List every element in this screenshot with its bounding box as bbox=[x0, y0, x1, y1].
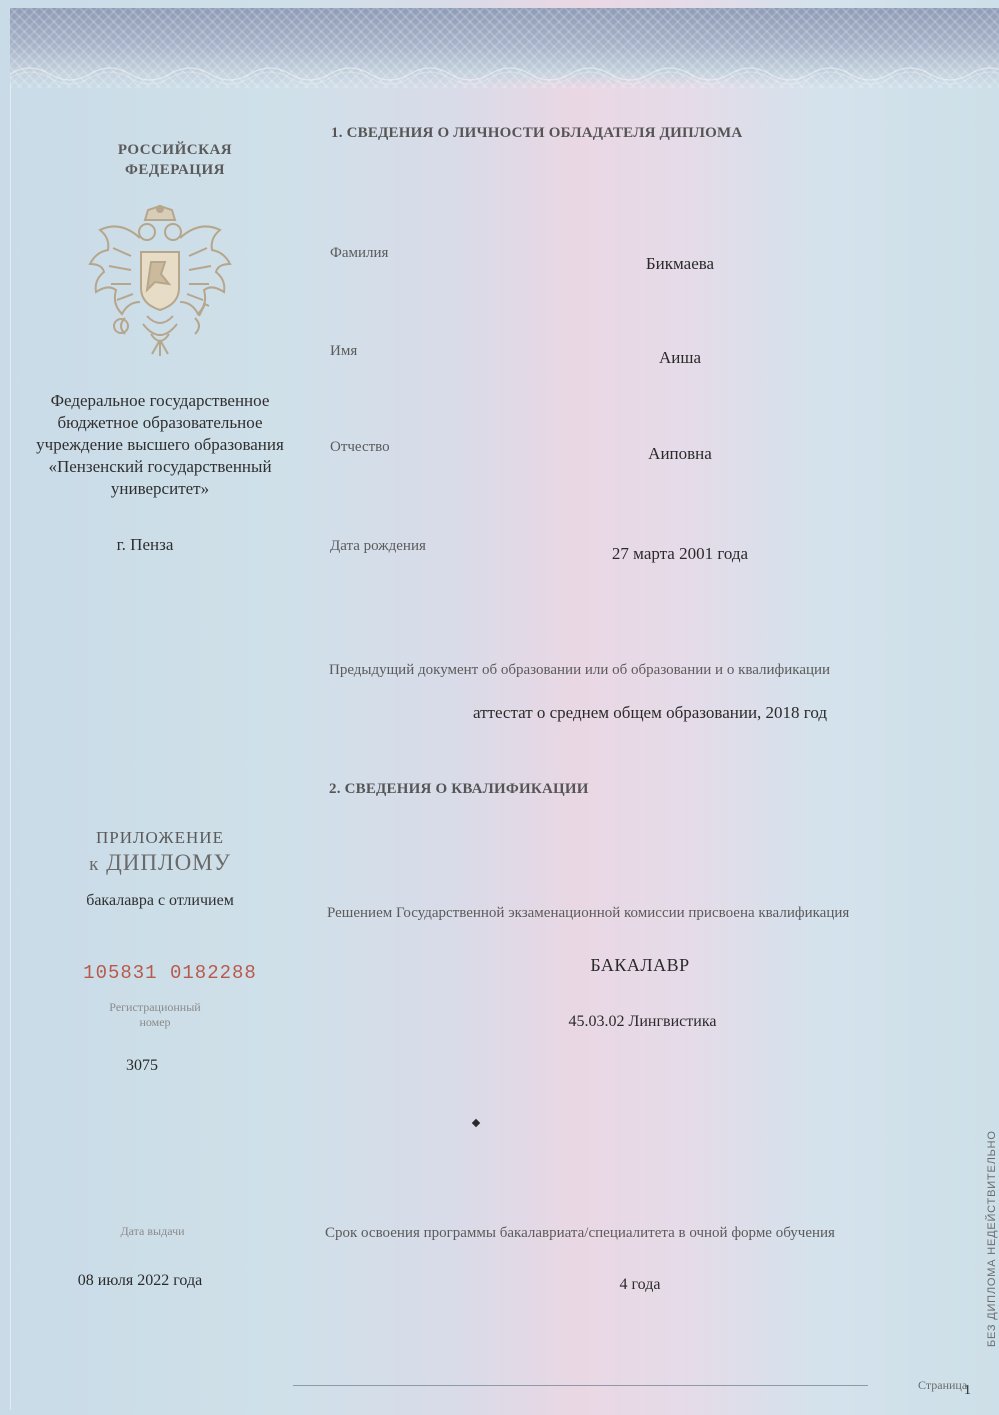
name-value: Аиша bbox=[658, 348, 701, 367]
surname-value: Бикмаева bbox=[645, 254, 715, 273]
serial-number: 105831 0182288 bbox=[83, 962, 257, 984]
city: г. Пенза bbox=[116, 535, 174, 554]
commission-decision-label: Решением Государственной экзаменационной комиссии присвоена квалификация bbox=[327, 905, 850, 921]
appendix-word: ДИПЛОМУ bbox=[106, 850, 231, 875]
patronymic-label: Отчество bbox=[330, 439, 390, 455]
validity-note: БЕЗ ДИПЛОМА НЕДЕЙСТВИТЕЛЬНО bbox=[986, 1130, 998, 1347]
coat-of-arms-emblem bbox=[85, 200, 235, 360]
org-line-1: Федеральное государственное bbox=[50, 391, 270, 410]
appendix-line-2 bbox=[55, 850, 265, 876]
org-line-5: университет» bbox=[110, 479, 210, 498]
page-number: 1 bbox=[964, 1383, 971, 1398]
section-1-heading: 1. СВЕДЕНИЯ О ЛИЧНОСТИ ОБЛАДАТЕЛЯ ДИПЛОМА bbox=[331, 125, 743, 141]
qualification: БАКАЛАВР bbox=[590, 955, 690, 975]
org-line-2: бюджетное образовательное bbox=[57, 413, 263, 432]
country-name bbox=[70, 140, 280, 180]
specialty: 45.03.02 Лингвистика bbox=[568, 1013, 717, 1030]
country-line-2: ФЕДЕРАЦИЯ bbox=[125, 162, 225, 178]
issue-date: 08 июля 2022 года bbox=[77, 1272, 203, 1289]
program-duration-label: Срок освоения программы бакалавриата/специалитета в очной форме обучения bbox=[325, 1225, 835, 1241]
guilloche-wave bbox=[10, 60, 999, 86]
page-label: Страница bbox=[918, 1378, 968, 1392]
appendix-line-1: ПРИЛОЖЕНИЕ bbox=[96, 828, 224, 847]
program-duration-value: 4 года bbox=[619, 1276, 661, 1293]
footer-rule bbox=[293, 1385, 868, 1386]
previous-document-value: аттестат о среднем общем образовании, 2018 год bbox=[472, 703, 828, 722]
registration-number: 3075 bbox=[126, 1057, 158, 1074]
reg-label-line-1: Регистрационный bbox=[109, 1000, 201, 1014]
birthdate-value: 27 марта 2001 года bbox=[611, 544, 749, 563]
org-line-3: учреждение высшего образования bbox=[36, 435, 284, 454]
birthdate-label: Дата рождения bbox=[330, 538, 426, 554]
surname-label: Фамилия bbox=[330, 245, 389, 261]
org-line-4: «Пензенский государственный bbox=[48, 457, 272, 476]
university-name bbox=[15, 390, 305, 500]
appendix-prefix: к bbox=[89, 854, 100, 875]
section-2-heading: 2. СВЕДЕНИЯ О КВАЛИФИКАЦИИ bbox=[329, 781, 589, 797]
country-line-1: РОССИЙСКАЯ bbox=[117, 142, 233, 158]
issue-date-label: Дата выдачи bbox=[120, 1224, 185, 1238]
reg-label-line-2: номер bbox=[139, 1015, 171, 1029]
registration-label bbox=[80, 1000, 230, 1030]
name-label: Имя bbox=[330, 343, 358, 359]
patronymic-value: Аиповна bbox=[648, 444, 712, 463]
previous-document-label: Предыдущий документ об образовании или об образовании и о квалификации bbox=[329, 662, 831, 678]
appendix-title bbox=[55, 828, 265, 876]
degree-type: бакалавра с отличием bbox=[86, 892, 234, 909]
